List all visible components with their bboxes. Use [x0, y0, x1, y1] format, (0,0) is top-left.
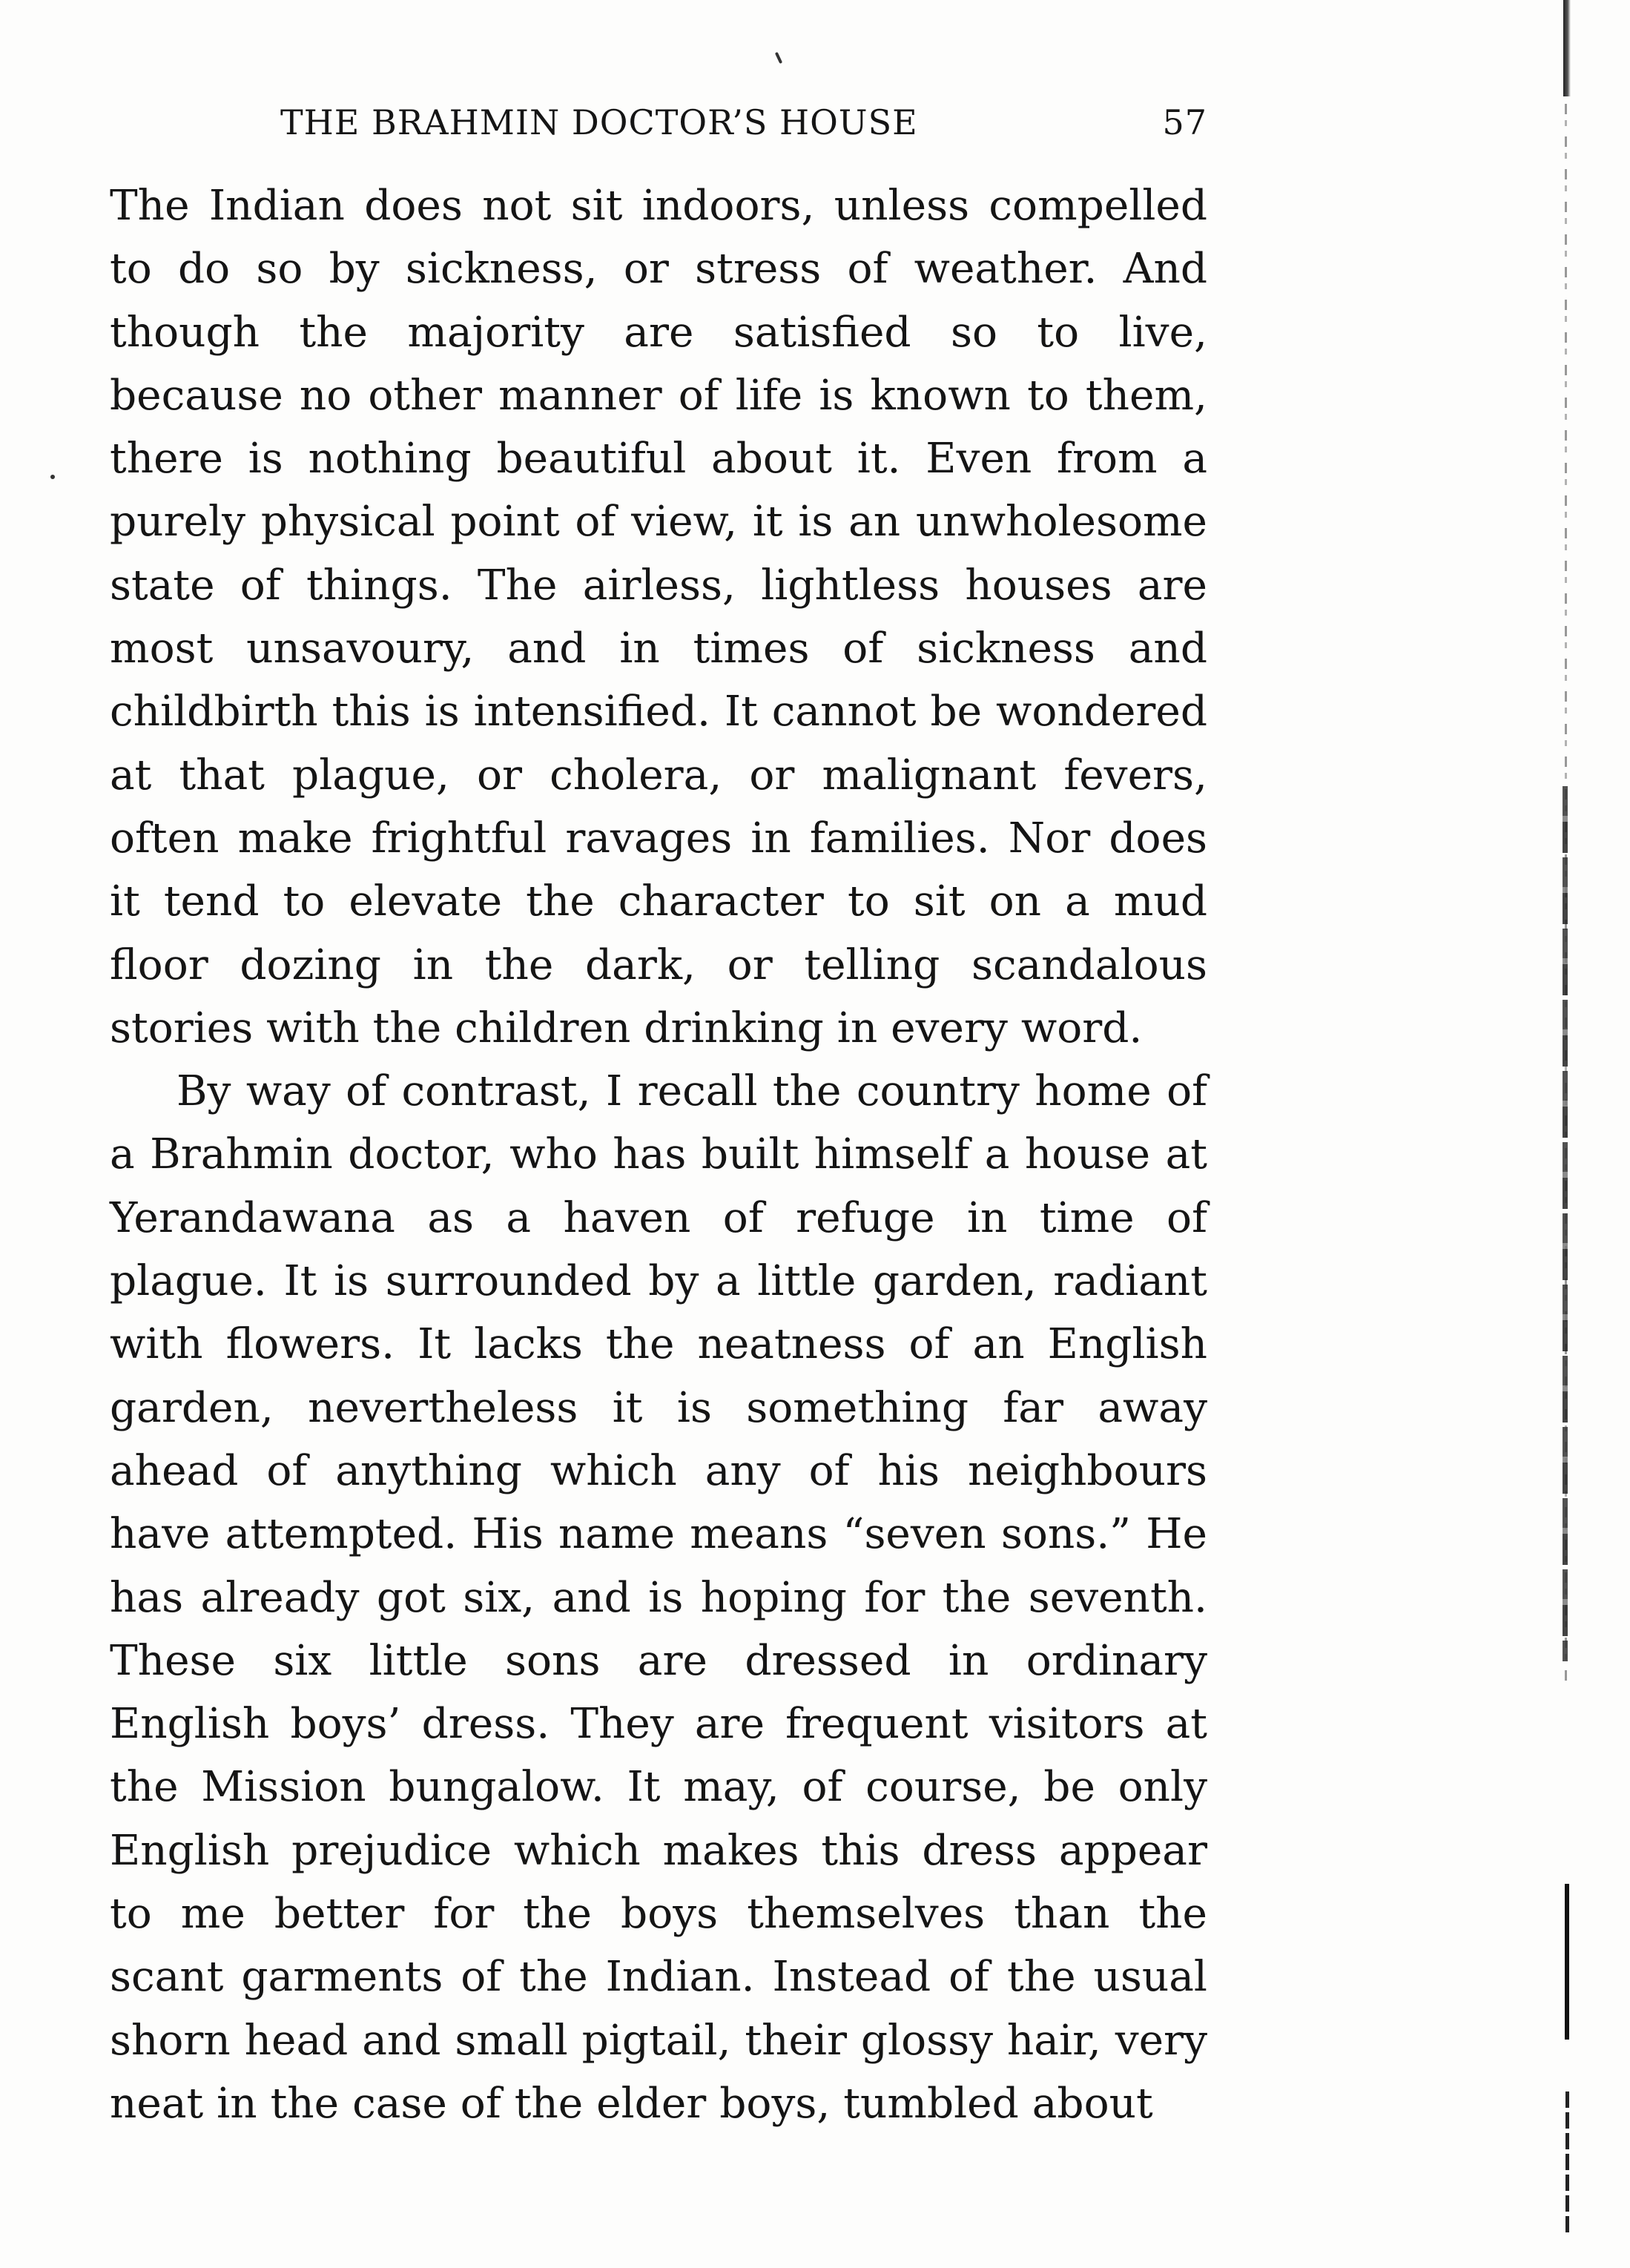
running-head [110, 95, 1207, 154]
scan-speck [50, 475, 55, 479]
body-text [110, 174, 1207, 2135]
scan-edge-mark [1563, 0, 1571, 96]
scan-edge-mark [1563, 786, 1568, 1661]
paragraph: The Indian does not sit indoors, unless compelled to do so by sickness, or stress of weather. And though the majority are satisfied so to live, because no other manner of life is known to them, there is nothing beautiful about it. Even from a purely physical point of view, it is an unwholesome state of things. The airless, lightless houses are most unsavoury, and in times of sickness and childbirth this is intensified. It cannot be wondered at that plague, or cholera, or malignant fevers, often make frightful ravages in families. Nor does it tend to elevate the character to sit on a mud floor dozing in the dark, or telling scandalous stories with the children drinking in every word. [110, 182, 1207, 1052]
scan-edge-artifact [1560, 0, 1580, 2268]
scan-edge-mark [1565, 2091, 1569, 2232]
page-number: 57 [1162, 102, 1207, 142]
paragraph: By way of contrast, I recall the country home of a Brahmin doctor, who has built himself a house at Yerandawana as a haven of refuge in time of plague. It is surrounded by a little garden, radiant with flowers. It lacks the neatness of an English garden, nevertheless it is something far away ahead of anything which any of his neighbours have attempted. His name means “seven sons.” He has already got six, and is hoping for the seventh. These six little sons are dressed in ordinary English boys’ dress. They are frequent visitors at the Mission bungalow. It may, of course, be only English prejudice which makes this dress appear to me better for the boys themselves than the scant garments of the Indian. Instead of the usual shorn head and small pigtail, their glossy hair, very neat in the case of the elder boys, tumbled about [110, 1067, 1207, 2128]
running-title: THE BRAHMIN DOCTOR’S HOUSE [280, 102, 918, 142]
scan-speck [775, 52, 782, 64]
scan-edge-mark [1565, 1884, 1569, 2040]
